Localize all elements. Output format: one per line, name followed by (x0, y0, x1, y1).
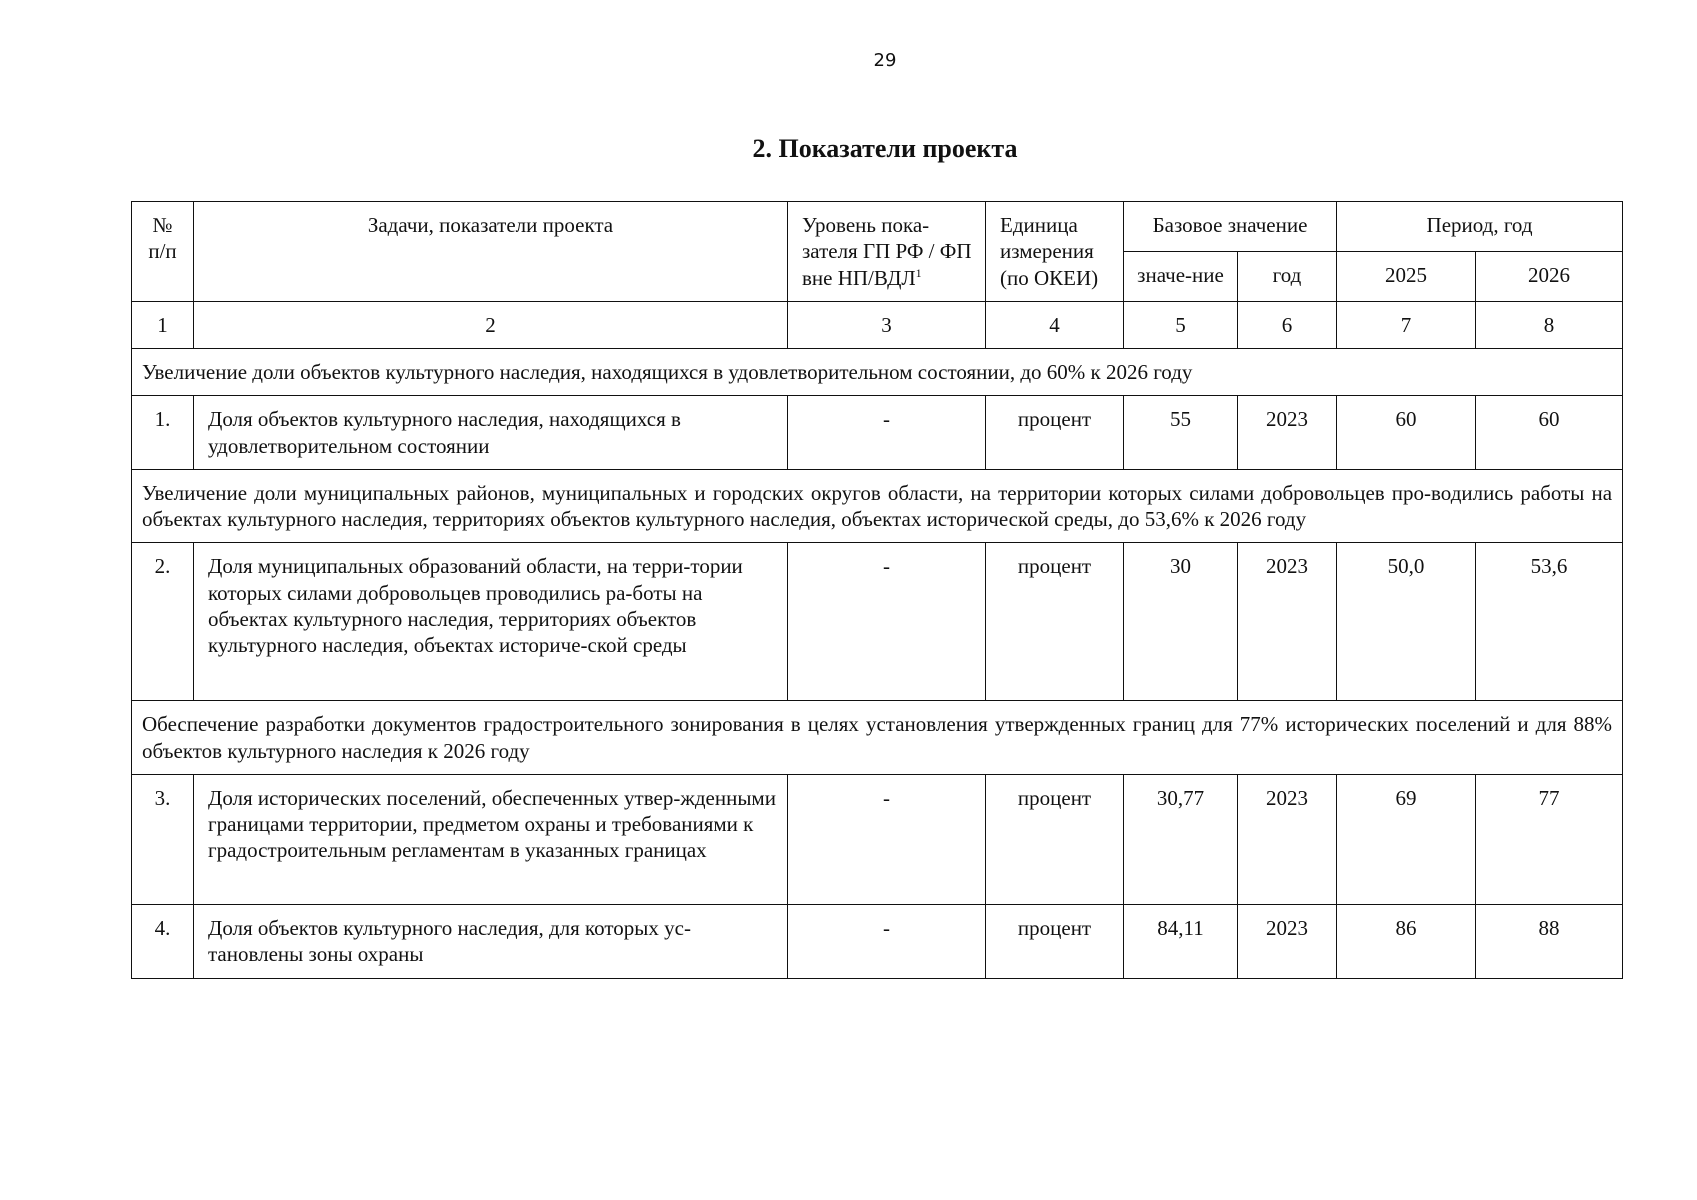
row-base-value: 84,11 (1124, 904, 1238, 978)
column-index: 1 (132, 301, 194, 348)
column-index: 5 (1124, 301, 1238, 348)
header-base-year: год (1238, 251, 1337, 301)
page-number: 29 (873, 50, 897, 71)
row-unit: процент (986, 904, 1124, 978)
row-2026: 53,6 (1476, 543, 1623, 701)
column-index: 6 (1238, 301, 1337, 348)
row-num: 4. (132, 904, 194, 978)
column-index: 8 (1476, 301, 1623, 348)
row-name: Доля муниципальных образований области, на терри-тории которых силами добровольцев проводились ра-боты на объектах культурного наследия, территориях объектов культурного наследия, объектах историче-ской среды (194, 543, 788, 701)
column-index: 4 (986, 301, 1124, 348)
header-base: Базовое значение (1124, 202, 1337, 252)
column-index-row (132, 301, 1623, 348)
row-base-year: 2023 (1238, 774, 1337, 904)
task-text: Обеспечение разработки документов градостроительного зонирования в целях установления утвержденных границ для 77% исторических поселений и для 88% объектов культурного наследия к 2026 году (132, 701, 1623, 775)
row-num: 1. (132, 396, 194, 470)
task-row (132, 701, 1623, 775)
row-2025: 60 (1337, 396, 1476, 470)
header-year-2025: 2025 (1337, 251, 1476, 301)
row-name: Доля исторических поселений, обеспеченных утвер-жденными границами территории, предметом охраны и требованиями к градостроительным регламентам в указанных границах (194, 774, 788, 904)
row-name: Доля объектов культурного наследия, для которых ус-тановлены зоны охраны (194, 904, 788, 978)
row-2026: 88 (1476, 904, 1623, 978)
row-base-value: 30,77 (1124, 774, 1238, 904)
header-period: Период, год (1337, 202, 1623, 252)
row-2026: 60 (1476, 396, 1623, 470)
task-text: Увеличение доли объектов культурного наследия, находящихся в удовлетворительном состоянии, до 60% к 2026 году (132, 349, 1623, 396)
row-base-year: 2023 (1238, 396, 1337, 470)
table-row (132, 904, 1623, 978)
row-base-year: 2023 (1238, 904, 1337, 978)
row-level: - (788, 774, 986, 904)
row-2025: 69 (1337, 774, 1476, 904)
header-level (788, 202, 986, 302)
row-base-value: 30 (1124, 543, 1238, 701)
row-base-value: 55 (1124, 396, 1238, 470)
row-num: 2. (132, 543, 194, 701)
header-level-text: Уровень пока-зателя ГП РФ / ФП вне НП/ВДЛ (802, 213, 972, 290)
row-2025: 86 (1337, 904, 1476, 978)
task-row (132, 469, 1623, 543)
header-base-value: значе-ние (1124, 251, 1238, 301)
table-row (132, 396, 1623, 470)
row-level: - (788, 396, 986, 470)
row-base-year: 2023 (1238, 543, 1337, 701)
table-row (132, 774, 1623, 904)
header-task: Задачи, показатели проекта (194, 202, 788, 302)
header-row (132, 202, 1623, 252)
indicators-table (131, 201, 1623, 979)
header-unit: Единица измерения (по ОКЕИ) (986, 202, 1124, 302)
page-title: 2. Показатели проекта (752, 134, 1018, 163)
column-index: 7 (1337, 301, 1476, 348)
row-2025: 50,0 (1337, 543, 1476, 701)
footnote-marker: 1 (915, 265, 922, 280)
row-2026: 77 (1476, 774, 1623, 904)
row-unit: процент (986, 774, 1124, 904)
row-num: 3. (132, 774, 194, 904)
row-level: - (788, 543, 986, 701)
row-level: - (788, 904, 986, 978)
row-name: Доля объектов культурного наследия, находящихся в удовлетворительном состоянии (194, 396, 788, 470)
task-row (132, 349, 1623, 396)
row-unit: процент (986, 543, 1124, 701)
header-num: № п/п (132, 202, 194, 302)
column-index: 2 (194, 301, 788, 348)
header-year-2026: 2026 (1476, 251, 1623, 301)
table-row (132, 543, 1623, 701)
task-text: Увеличение доли муниципальных районов, муниципальных и городских округов области, на территории которых силами добровольцев про-водились работы на объектах культурного наследия, территориях объектов культурного наследия, объектах исторической среды, до 53,6% к 2026 году (132, 469, 1623, 543)
column-index: 3 (788, 301, 986, 348)
row-unit: процент (986, 396, 1124, 470)
